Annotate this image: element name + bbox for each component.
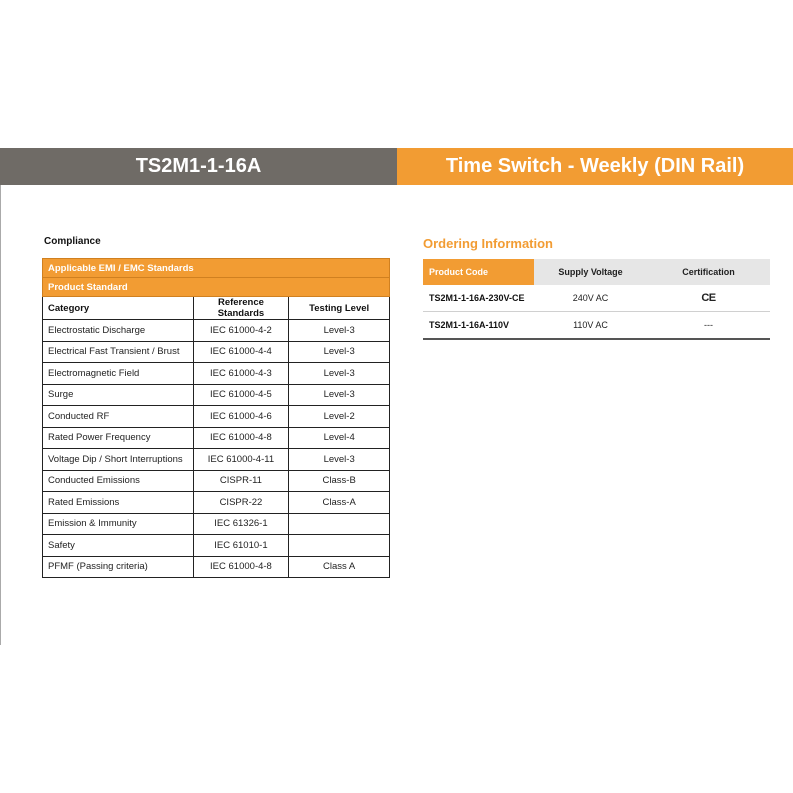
product-standard-band <box>43 278 390 297</box>
row-testing-level <box>289 535 390 557</box>
row-testing-level: Level-4 <box>289 427 390 449</box>
certification-text: --- <box>704 320 713 330</box>
row-reference-standard: IEC 61000-4-8 <box>193 556 289 578</box>
table-row <box>43 427 390 449</box>
table-row <box>423 285 770 312</box>
column-header-product-code: Product Code <box>423 259 534 285</box>
ce-mark-icon: CE <box>701 292 716 304</box>
model-title: TS2M1-1-16A <box>0 148 397 185</box>
row-category: Electrical Fast Transient / Brust <box>43 341 194 363</box>
row-reference-standard: CISPR-11 <box>193 470 289 492</box>
row-testing-level: Level-3 <box>289 449 390 471</box>
row-testing-level: Class A <box>289 556 390 578</box>
row-category: PFMF (Passing criteria) <box>43 556 194 578</box>
row-testing-level: Level-2 <box>289 406 390 428</box>
emc-standards-band <box>43 259 390 278</box>
row-category: Surge <box>43 384 194 406</box>
compliance-header-row <box>43 297 390 320</box>
column-header-certification: Certification <box>647 259 770 285</box>
table-row <box>43 341 390 363</box>
row-reference-standard: CISPR-22 <box>193 492 289 514</box>
ordering-table <box>423 259 770 340</box>
compliance-heading: Compliance <box>44 236 101 247</box>
row-product-code: TS2M1-1-16A-110V <box>423 312 534 340</box>
row-testing-level: Level-3 <box>289 341 390 363</box>
table-row <box>43 384 390 406</box>
ordering-heading: Ordering Information <box>423 236 553 251</box>
table-row <box>43 535 390 557</box>
row-testing-level: Level-3 <box>289 320 390 342</box>
row-supply-voltage: 240V AC <box>534 285 647 312</box>
row-category: Voltage Dip / Short Interruptions <box>43 449 194 471</box>
table-row <box>43 406 390 428</box>
ordering-header-row <box>423 259 770 285</box>
product-standard-label: Product Standard <box>43 278 390 297</box>
row-testing-level <box>289 513 390 535</box>
row-reference-standard: IEC 61326-1 <box>193 513 289 535</box>
row-testing-level: Level-3 <box>289 363 390 385</box>
row-category: Safety <box>43 535 194 557</box>
table-row <box>43 470 390 492</box>
row-certification <box>647 312 770 340</box>
emc-standards-label: Applicable EMI / EMC Standards <box>43 259 390 278</box>
table-row <box>43 556 390 578</box>
row-testing-level: Class-B <box>289 470 390 492</box>
table-row <box>43 363 390 385</box>
product-title: Time Switch - Weekly (DIN Rail) <box>397 148 793 185</box>
row-product-code: TS2M1-1-16A-230V-CE <box>423 285 534 312</box>
row-reference-standard: IEC 61000-4-5 <box>193 384 289 406</box>
row-reference-standard: IEC 61000-4-8 <box>193 427 289 449</box>
table-row <box>423 312 770 340</box>
column-header-category: Category <box>43 297 194 320</box>
row-category: Emission & Immunity <box>43 513 194 535</box>
row-reference-standard: IEC 61000-4-6 <box>193 406 289 428</box>
row-category: Conducted RF <box>43 406 194 428</box>
row-reference-standard: IEC 61000-4-4 <box>193 341 289 363</box>
column-header-supply-voltage: Supply Voltage <box>534 259 647 285</box>
table-row <box>43 513 390 535</box>
row-testing-level: Class-A <box>289 492 390 514</box>
table-row <box>43 449 390 471</box>
compliance-table <box>42 258 390 578</box>
row-reference-standard: IEC 61000-4-3 <box>193 363 289 385</box>
table-row <box>43 492 390 514</box>
row-category: Rated Power Frequency <box>43 427 194 449</box>
row-category: Electrostatic Discharge <box>43 320 194 342</box>
row-testing-level: Level-3 <box>289 384 390 406</box>
row-reference-standard: IEC 61000-4-2 <box>193 320 289 342</box>
row-category: Rated Emissions <box>43 492 194 514</box>
row-certification <box>647 285 770 312</box>
row-reference-standard: IEC 61010-1 <box>193 535 289 557</box>
table-row <box>43 320 390 342</box>
row-category: Electromagnetic Field <box>43 363 194 385</box>
row-supply-voltage: 110V AC <box>534 312 647 340</box>
page-divider <box>0 185 1 645</box>
row-category: Conducted Emissions <box>43 470 194 492</box>
header-banner <box>0 148 793 185</box>
column-header-testing-level: Testing Level <box>289 297 390 320</box>
column-header-reference-standards: Reference Standards <box>193 297 289 320</box>
row-reference-standard: IEC 61000-4-11 <box>193 449 289 471</box>
